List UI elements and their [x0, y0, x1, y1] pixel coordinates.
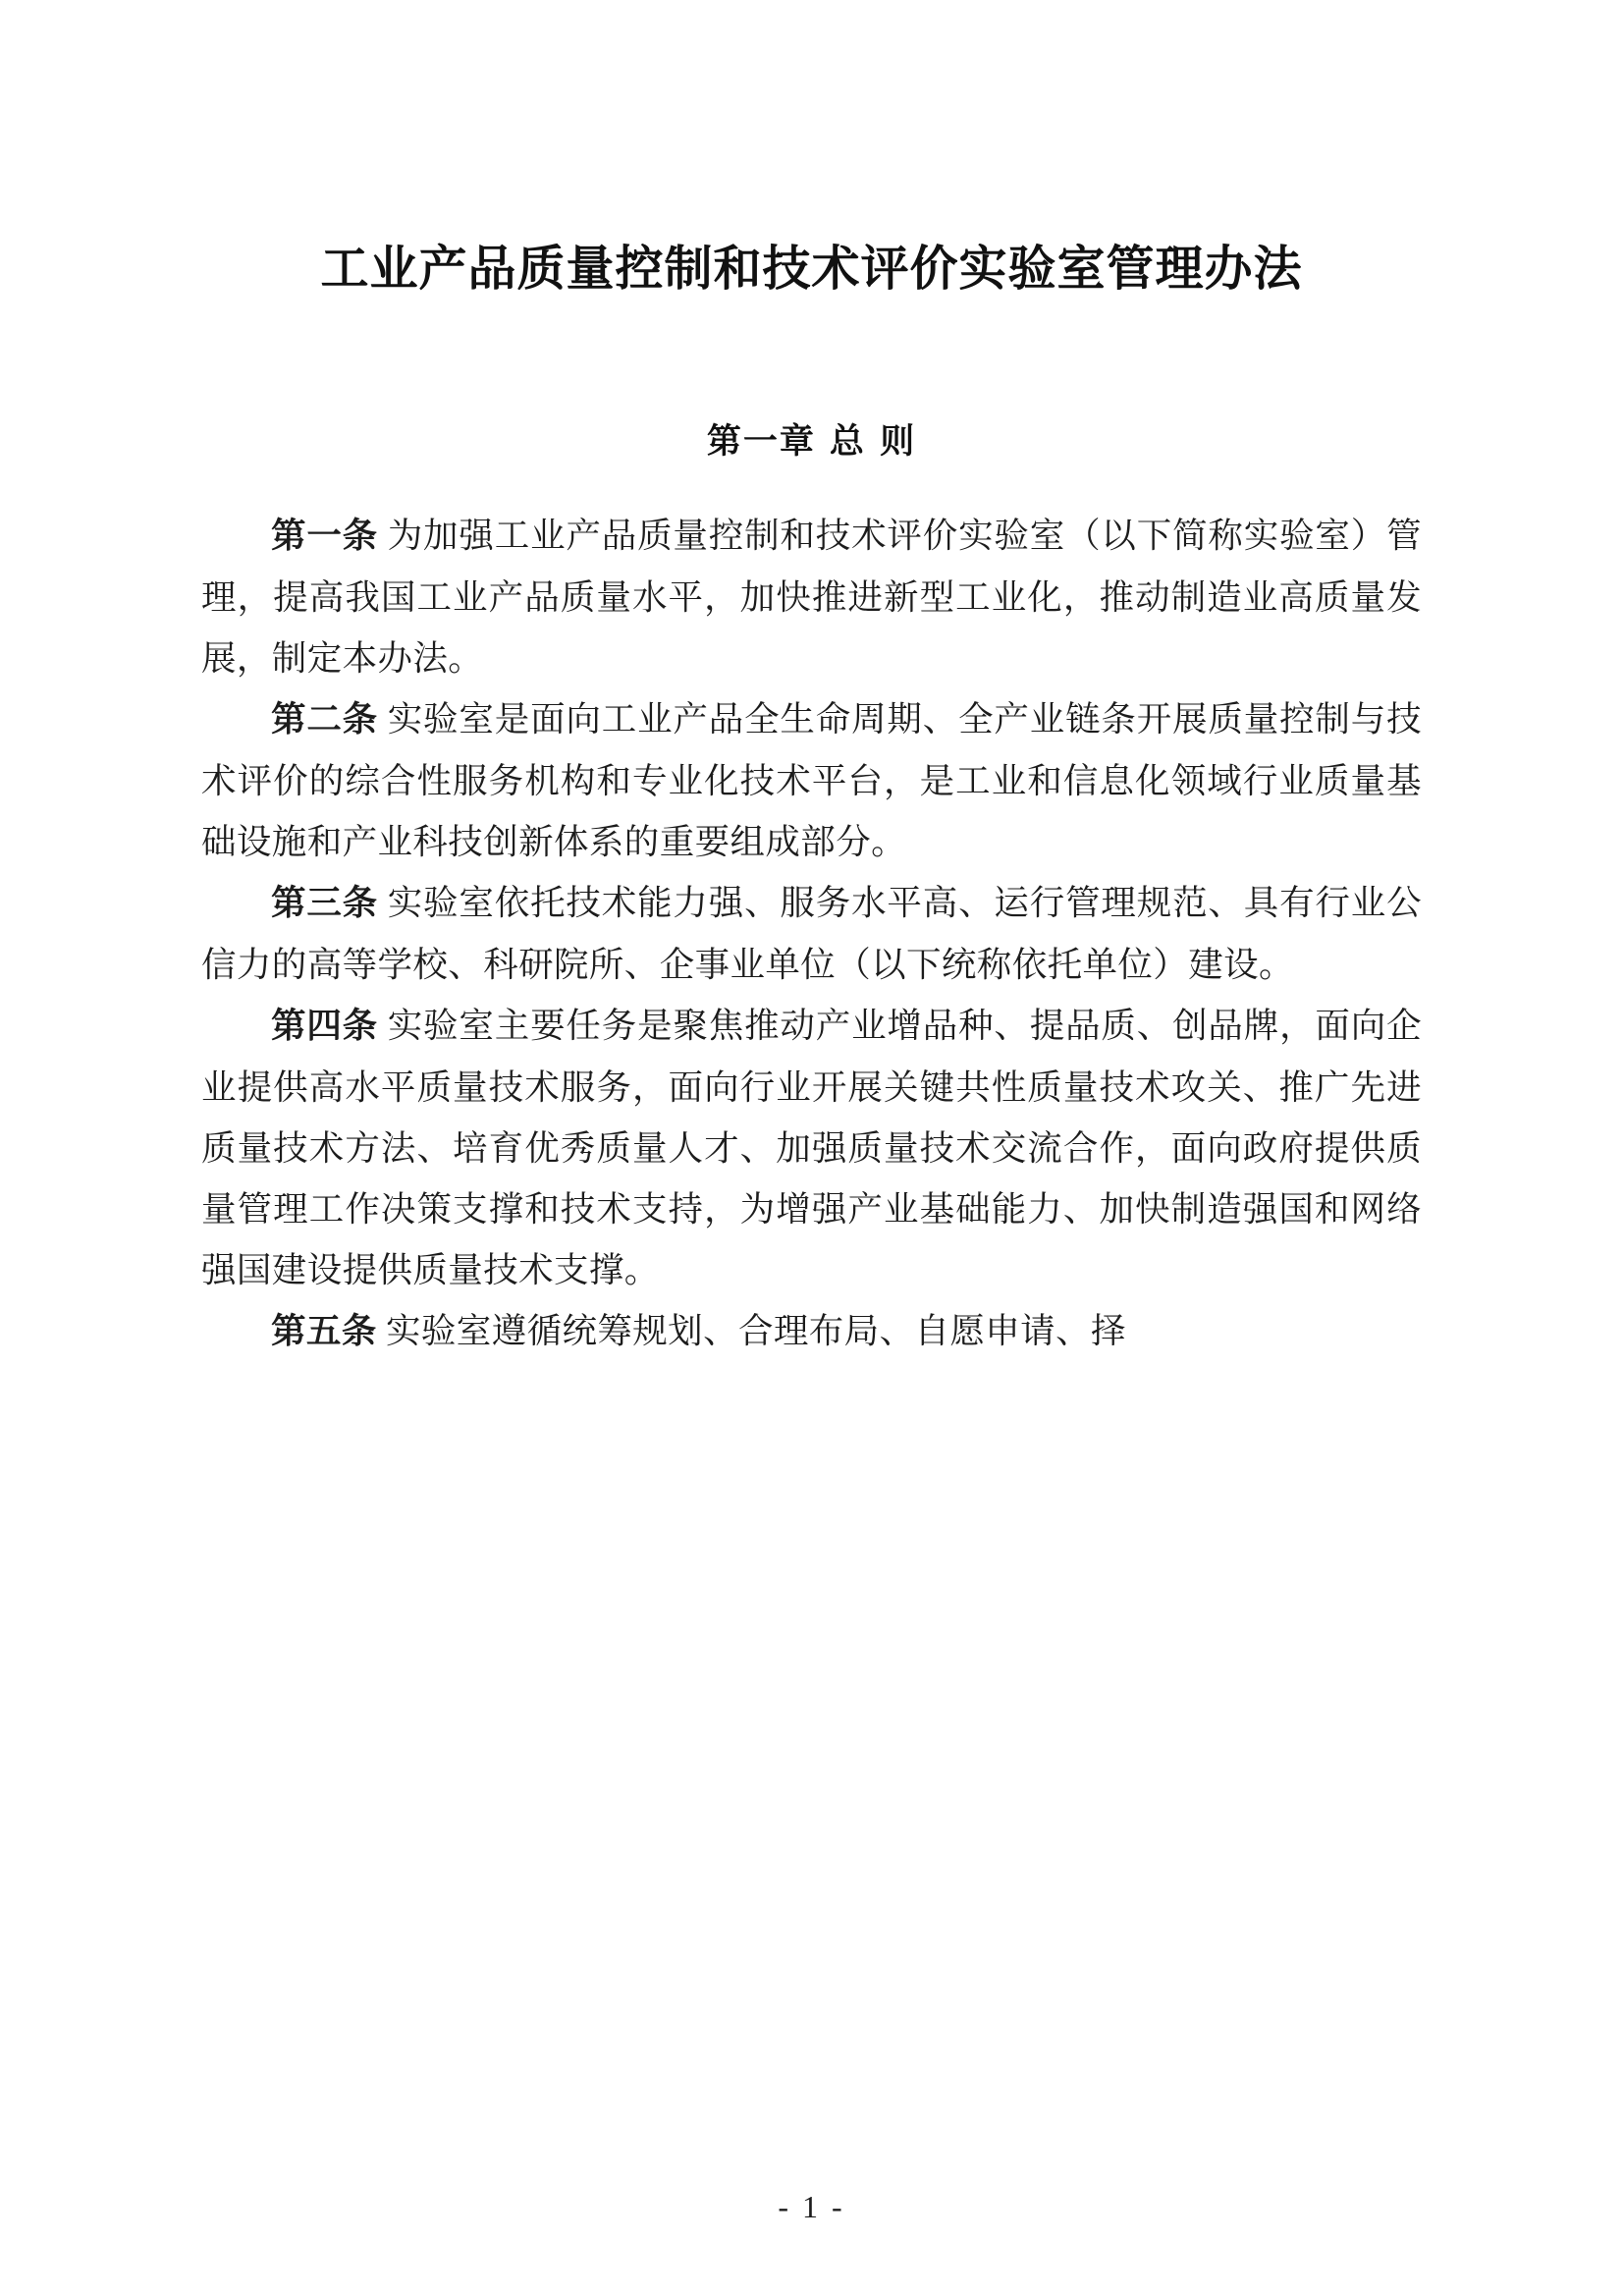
article-text: 实验室依托技术能力强、服务水平高、运行管理规范、具有行业公信力的高等学校、科研院所、企事业单位（以下统称依托单位）建设。: [201, 883, 1422, 985]
article-label: 第四条: [271, 1006, 379, 1047]
chapter-heading: [201, 414, 1422, 464]
article-label: 第五条: [271, 1311, 377, 1352]
article-paragraph: [201, 872, 1422, 995]
article-label: 第一条: [271, 516, 379, 557]
article-paragraph: [201, 1300, 1422, 1362]
article-text: 实验室主要任务是聚焦推动产业增品种、提品质、创品牌，面向企业提供高水平质量技术服务，面向行业开展关键共性质量技术攻关、推广先进质量技术方法、培育优秀质量人才、加强质量技术交流合作，面向政府提供质量管理工作决策支撑和技术支持，为增强产业基础能力、加快制造强国和网络强国建设提供质量技术支撑。: [201, 1006, 1422, 1290]
article-text: 实验室是面向工业产品全生命周期、全产业链条开展质量控制与技术评价的综合性服务机构和专业化技术平台，是工业和信息化领域行业质量基础设施和产业科技创新体系的重要组成部分。: [201, 699, 1422, 862]
page-number: - 1 -: [778, 2189, 845, 2224]
article-paragraph: [201, 505, 1422, 688]
article-paragraph: [201, 995, 1422, 1300]
article-text: 为加强工业产品质量控制和技术评价实验室（以下简称实验室）管理，提高我国工业产品质量水平，加快推进新型工业化，推动制造业高质量发展，制定本办法。: [201, 516, 1422, 679]
chapter-name: 总 则: [829, 421, 917, 463]
chapter-number: 第一章: [706, 421, 816, 463]
article-label: 第三条: [271, 883, 379, 924]
article-paragraph: [201, 688, 1422, 872]
article-text: 实验室遵循统筹规划、合理布局、自愿申请、择: [376, 1311, 1126, 1351]
article-label: 第二条: [271, 699, 379, 740]
page-title: 工业产品质量控制和技术评价实验室管理办法: [320, 240, 1303, 297]
